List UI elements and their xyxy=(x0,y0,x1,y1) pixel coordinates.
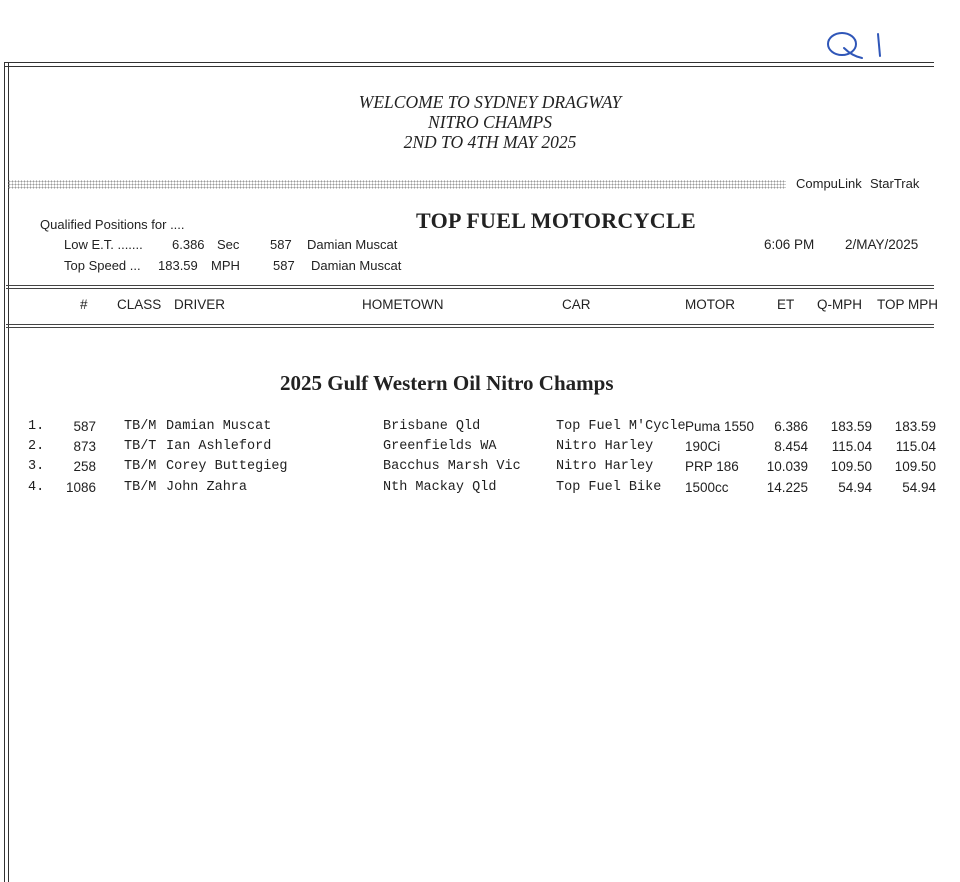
top-speed-car-number: 587 xyxy=(273,258,295,273)
row-position: 2. xyxy=(28,439,45,454)
row-position: 1. xyxy=(28,419,45,434)
row-car-number: 258 xyxy=(73,459,96,474)
column-header-hometown: HOMETOWN xyxy=(362,297,444,312)
row-car-number: 587 xyxy=(73,419,96,434)
row-motor: PRP 186 xyxy=(685,459,739,474)
row-q-mph: 54.94 xyxy=(838,480,872,495)
row-hometown: Nth Mackay Qld xyxy=(383,480,497,495)
low-et-value: 6.386 xyxy=(172,237,205,252)
column-header-class: CLASS xyxy=(117,297,162,312)
handwritten-q1-annotation xyxy=(822,22,892,66)
column-header-driver: DRIVER xyxy=(174,297,226,312)
qualified-positions-label: Qualified Positions for .... xyxy=(40,217,185,232)
row-car: Top Fuel Bike xyxy=(556,480,662,495)
row-driver: John Zahra xyxy=(166,480,248,495)
row-et: 6.386 xyxy=(774,419,808,434)
top-speed-label: Top Speed ... xyxy=(64,258,141,273)
row-et: 8.454 xyxy=(774,439,808,454)
row-class: TB/M xyxy=(124,480,157,495)
top-speed-unit: MPH xyxy=(211,258,240,273)
top-speed-driver: Damian Muscat xyxy=(311,258,402,273)
low-et-label: Low E.T. ....... xyxy=(64,237,143,252)
low-et-unit: Sec xyxy=(217,237,240,252)
row-class: TB/M xyxy=(124,419,157,434)
row-hometown: Bacchus Marsh Vic xyxy=(383,459,521,474)
row-hometown: Greenfields WA xyxy=(383,439,497,454)
low-et-car-number: 587 xyxy=(270,237,292,252)
row-class: TB/M xyxy=(124,459,157,474)
welcome-line-2: NITRO CHAMPS xyxy=(428,112,552,132)
dotted-separator-band xyxy=(8,180,786,189)
row-motor: 190Ci xyxy=(685,439,721,454)
welcome-line-1: WELCOME TO SYDNEY DRAGWAY xyxy=(358,92,622,112)
event-class-title: TOP FUEL MOTORCYCLE xyxy=(416,208,696,233)
welcome-line-3: 2ND TO 4TH MAY 2025 xyxy=(403,132,577,152)
row-driver: Corey Buttegieg xyxy=(166,459,288,474)
row-class: TB/T xyxy=(124,439,157,454)
row-top-mph: 54.94 xyxy=(902,480,936,495)
report-time: 6:06 PM xyxy=(764,237,815,252)
row-driver: Ian Ashleford xyxy=(166,439,272,454)
brand-compulink: CompuLink xyxy=(796,176,862,191)
row-q-mph: 115.04 xyxy=(831,439,872,454)
top-speed-value: 183.59 xyxy=(158,258,198,273)
page-frame-top xyxy=(4,62,934,67)
row-top-mph: 115.04 xyxy=(895,439,936,454)
column-header-motor: MOTOR xyxy=(685,297,735,312)
report-date: 2/MAY/2025 xyxy=(845,237,919,252)
row-q-mph: 183.59 xyxy=(830,419,872,434)
row-motor: 1500cc xyxy=(685,480,729,495)
row-car: Top Fuel M'Cycle xyxy=(556,419,686,434)
brand-startrak: StarTrak xyxy=(870,176,920,191)
row-car-number: 873 xyxy=(73,439,96,454)
row-top-mph: 183.59 xyxy=(894,419,936,434)
row-q-mph: 109.50 xyxy=(830,459,872,474)
row-motor: Puma 1550 xyxy=(685,419,755,434)
header-rule-bottom xyxy=(6,324,934,328)
row-car: Nitro Harley xyxy=(556,439,654,454)
row-et: 14.225 xyxy=(766,480,808,495)
row-position: 3. xyxy=(28,459,45,474)
row-et: 10.039 xyxy=(766,459,808,474)
event-section-title: 2025 Gulf Western Oil Nitro Champs xyxy=(280,371,614,395)
column-header-et: ET xyxy=(777,297,795,312)
column-header-q-mph: Q-MPH xyxy=(817,297,862,312)
column-header-car: CAR xyxy=(562,297,591,312)
low-et-driver: Damian Muscat xyxy=(307,237,398,252)
row-position: 4. xyxy=(28,480,45,495)
row-top-mph: 109.50 xyxy=(894,459,936,474)
column-header-top-mph: TOP MPH xyxy=(877,297,939,312)
row-car: Nitro Harley xyxy=(556,459,654,474)
header-rule-top xyxy=(6,285,934,289)
row-hometown: Brisbane Qld xyxy=(383,419,481,434)
row-car-number: 1086 xyxy=(65,480,96,495)
column-header-number: # xyxy=(80,297,88,312)
row-driver: Damian Muscat xyxy=(166,419,272,434)
